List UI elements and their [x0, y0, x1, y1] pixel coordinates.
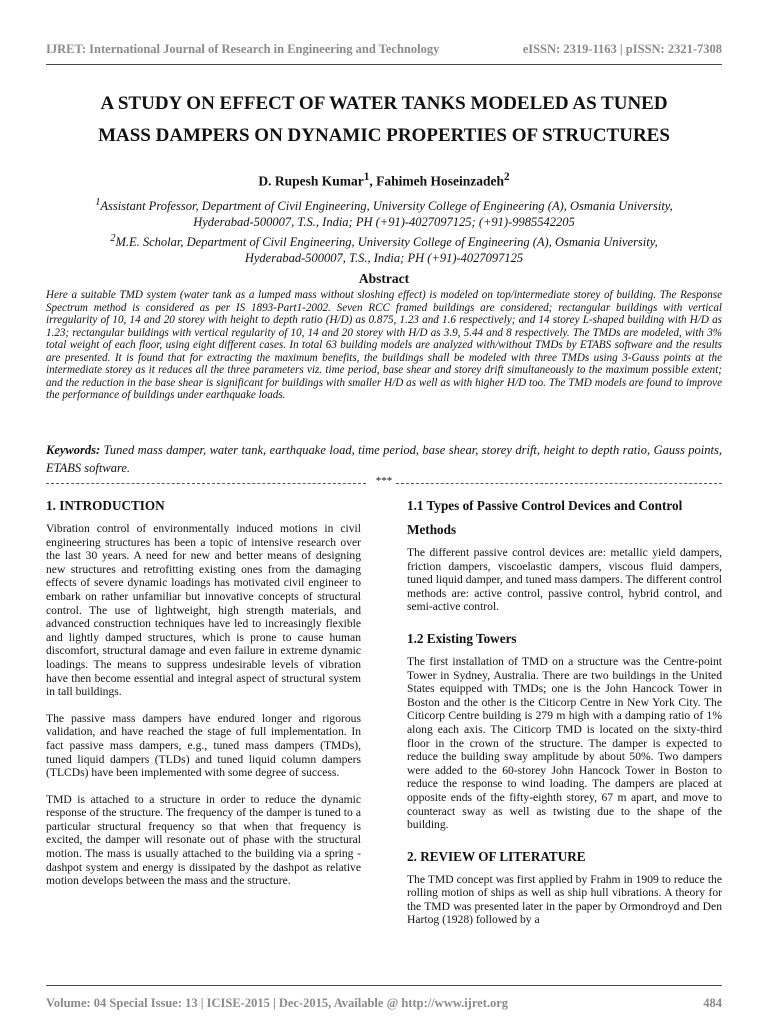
header-rule [46, 64, 722, 65]
affiliation-2-text: M.E. Scholar, Department of Civil Engineering, University College of Engineering (A), Osmania University, [115, 234, 658, 249]
affiliation-2-line-1 [46, 231, 722, 250]
section-2-paragraph: The TMD concept was first applied by Frahm in 1909 to reduce the rolling motion of ships as well as ship hull vibrations. A theory for the TMD was presented later in the paper by Ormondroyd and Den Hartog (1928) followed by a [407, 872, 722, 927]
intro-paragraph-1: Vibration control of environmentally induced motions in civil engineering structures has been a topic of intensive research over the last 30 years. A need for new and better means of designing new structures and retrofitting existing ones from the damaging effects of severe dynamic loadings has motivated civil engineer to embark on rather unfamiliar but innovative concepts of structural control. The use of lightweight, high strength materials, and advanced construction techniques have led to increasingly flexible and lightly damped structures, which is prone to cause human discomfort, structural damage and even failure in extreme dynamic loadings. The means to suppress undesirable levels of vibration have then become essential and integral aspect of structural system in tall buildings. [46, 522, 361, 699]
footer-rule [46, 985, 722, 986]
page-footer [46, 996, 722, 1012]
author-2: Fahimeh Hoseinzadeh [376, 173, 505, 189]
journal-name: IJRET: International Journal of Research in Engineering and Technology [46, 42, 440, 56]
title-line-2: MASS DAMPERS ON DYNAMIC PROPERTIES OF STRUCTURES [98, 125, 670, 146]
section-1-2-paragraph: The first installation of TMD on a structure was the Centre-point Tower in Sydney, Australia. There are two buildings in the United States equipped with TMDs; one is the John Hancock Tower in Boston and the other is the Citicorp Centre in New York City. The Citicorp Centre building is 279 m high with a damping ratio of 1% along each axis. The Citicorp TMD is located on the sixty-third floor in the crown of the structure. The damper is expected to reduce the building sway amplitude by about 50%. Two dampers were added to the 60-storey John Hancock Tower in Boston to reduce the response to wind loading. The dampers are placed at opposite ends of the fifty-eighth storey, 67 m apart, and move to counteract sway as well as twisting due to the shape of the building. [407, 654, 722, 832]
author-1: D. Rupesh Kumar [258, 173, 364, 189]
keywords [46, 441, 722, 477]
section-separator [46, 475, 722, 488]
page-number: 484 [703, 996, 722, 1010]
journal-issn: eISSN: 2319-1163 | pISSN: 2321-7308 [522, 42, 722, 56]
title-line-1: A STUDY ON EFFECT OF WATER TANKS MODELED AS TUNED [100, 93, 668, 114]
author-1-sup: 1 [363, 171, 370, 183]
author-separator: , [369, 173, 377, 189]
section-2-heading: 2. REVIEW OF LITERATURE [407, 848, 586, 864]
section-1-1-paragraph: The different passive control devices are: metallic yield dampers, friction dampers, viscoelastic dampers, viscous fluid dampers, tuned liquid damper, and tuned mass dampers. The different control methods are: active control, passive control, hybrid control, and semi-active control. [407, 546, 722, 614]
right-column [407, 494, 722, 940]
footer-volume: Volume: 04 Special Issue: 13 | ICISE-2015 | Dec-2015, Available @ http://www.ijret.org [46, 996, 509, 1010]
intro-paragraph-2: The passive mass dampers have endured longer and rigorous validation, and have reached the stage of full implementation. In fact passive mass dampers, e.g., tuned mass dampers (TMDs), tuned liquid dampers (TLDs) and tuned liquid column dampers (TLCDs) have been implemented with some degree of success. [46, 711, 361, 780]
abstract-heading: Abstract [358, 271, 410, 286]
journal-header [46, 42, 722, 60]
keywords-text: Tuned mass damper, water tank, earthquake load, time period, base shear, storey drift, height to depth ratio, Gauss points, ETABS software. [46, 443, 722, 475]
affiliation-2-sup: 2 [110, 232, 116, 244]
section-1-1-heading: 1.1 Types of Passive Control Devices and Control Methods [407, 498, 683, 537]
left-column [46, 494, 361, 901]
author-list [46, 171, 722, 190]
introduction-heading: 1. INTRODUCTION [46, 498, 165, 513]
affiliation-1-sup: 1 [95, 197, 101, 208]
separator-stars: *** [375, 475, 393, 487]
abstract-text: Here a suitable TMD system (water tank as a lumped mass without sloshing effect) is modeled on top/intermediate storey of building. The Response Spectrum method is considered as per IS 1893-Part1-2002. Seven RCC framed buildings are considered; rectangular buildings with vertical irregularity of 10, 14 and 20 storey with height to depth ratio (H/D) as 0.875, 1.23 and 1.6 respectively; and 14 storey L-shaped building with H/D as 1.23; rectangular buildings with vertical regularity of 10, 14 and 20 storey with H/D as 3.9, 5.44 and 8 respectively. The TMDs are modeled, with 3% total weight of each floor, using eight different cases. In total 63 building models are analyzed with/without TMDs by ETABS software and the results are presented. It is found that for extracting the maximum benefits, the buildings shall be modeled with three TMDs using 3-Gauss points at the intermediate storey as it reduces all the three parameters viz. time period, base shear and storey drift simultaneously to the maximum possible extent; and the reduction in the base shear is significant for buildings with smaller H/D as well as with higher H/D too. The TMD models are found to improve the performance of buildings under earthquake loads. [46, 289, 722, 401]
keywords-label: Keywords: [46, 443, 101, 457]
paper-title [46, 88, 722, 152]
section-1-2-heading: 1.2 Existing Towers [407, 630, 517, 646]
affiliation-1-text: Assistant Professor, Department of Civil Engineering, University College of Engineering (A), Osmania University, [100, 199, 673, 214]
affiliations [46, 195, 722, 266]
affiliation-2-line-2: Hyderabad-500007, T.S., India; PH (+91)-4027097125 [244, 250, 524, 265]
affiliation-1-line-1 [46, 195, 722, 214]
intro-paragraph-3: TMD is attached to a structure in order to reduce the dynamic response of the structure. The frequency of the damper is tuned to a particular structural frequency so that when that frequency is excited, the damper will resonate out of phase with the structural motion. The mass is usually attached to the building via a spring -dashpot system and energy is dissipated by the dashpot as relative motion develops between the mass and the structure. [46, 792, 361, 888]
affiliation-1-line-2: Hyderabad-500007, T.S., India; PH (+91)-4027097125; (+91)-9985542205 [193, 215, 575, 230]
author-2-sup: 2 [504, 171, 510, 183]
